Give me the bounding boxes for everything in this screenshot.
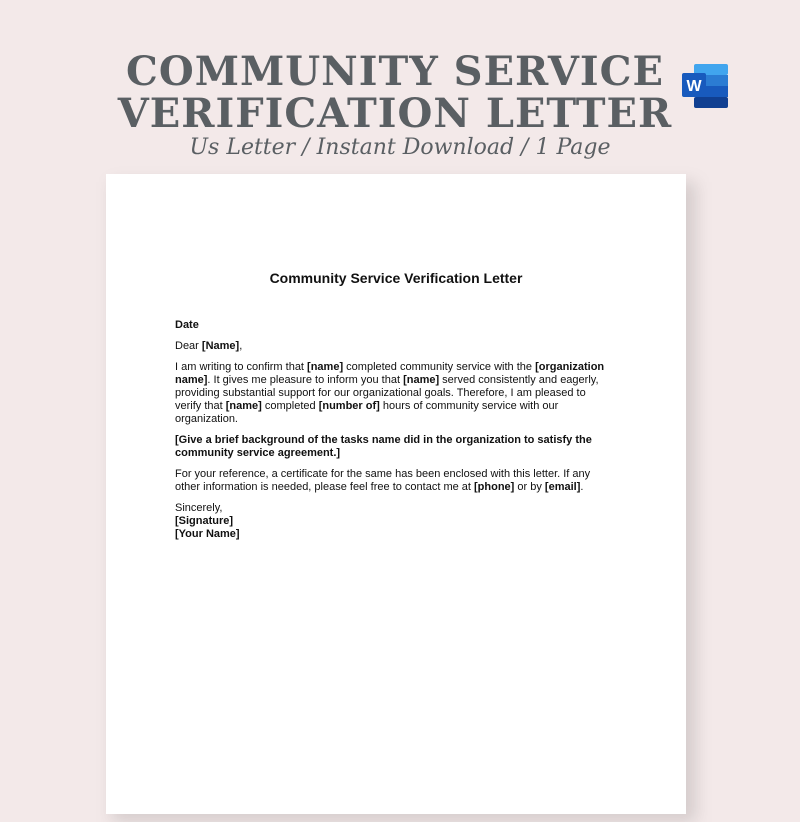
signature-line [175, 515, 615, 528]
date-line [175, 319, 615, 332]
placeholder-name: [name] [225, 400, 262, 412]
your-name-line [175, 528, 615, 541]
text-segment: For your reference, a certificate for the same has been enclosed with this letter. If any other information is needed, please feel free to contact me at [175, 468, 591, 493]
document-page [106, 174, 686, 814]
text-segment: . [580, 481, 584, 493]
word-icon-letter: W [686, 78, 702, 95]
banner-title-line-1: COMMUNITY SERVICE [126, 48, 664, 95]
placeholder-email: [email] [544, 481, 581, 493]
banner-title-line-2: VERIFICATION LETTER [117, 90, 673, 137]
text-segment: hours of community service with our organization. [175, 400, 559, 425]
greeting-comma: , [239, 340, 243, 352]
microsoft-word-icon [680, 64, 728, 108]
text-segment: completed community service with the [343, 361, 536, 373]
greeting [175, 340, 615, 353]
banner [0, 0, 800, 175]
closing: Sincerely, [175, 502, 223, 514]
placeholder-name: [name] [403, 374, 440, 386]
signature-placeholder: [Signature] [175, 515, 234, 527]
text-segment: . It gives me pleasure to inform you that [207, 374, 404, 386]
paragraph-confirmation [175, 361, 615, 426]
text-segment: I am writing to confirm that [175, 361, 308, 373]
document-title: Community Service Verification Letter [269, 270, 523, 286]
placeholder-name: [name] [307, 361, 344, 373]
banner-subtitle: Us Letter / Instant Download / 1 Page [189, 135, 611, 160]
paragraph-background [175, 434, 615, 460]
your-name-placeholder: [Your Name] [175, 528, 240, 540]
placeholder-organization: [organization name] [175, 361, 605, 386]
greeting-dear: Dear [175, 340, 202, 352]
text-segment: completed [261, 400, 319, 412]
placeholder-number: [number of] [318, 400, 380, 412]
paragraph-reference [175, 468, 615, 494]
greeting-name: [Name] [201, 340, 240, 352]
date-placeholder: Date [175, 319, 199, 331]
text-segment: or by [514, 481, 545, 493]
text-segment: served consistently and eagerly, providing substantial support for our organizational goals. Therefore, I am pleased to verify that [175, 374, 599, 412]
document-body [175, 319, 615, 541]
placeholder-phone: [phone] [474, 481, 515, 493]
background-placeholder: [Give a brief background of the tasks name did in the organization to satisfy the community service agreement.] [175, 434, 592, 459]
